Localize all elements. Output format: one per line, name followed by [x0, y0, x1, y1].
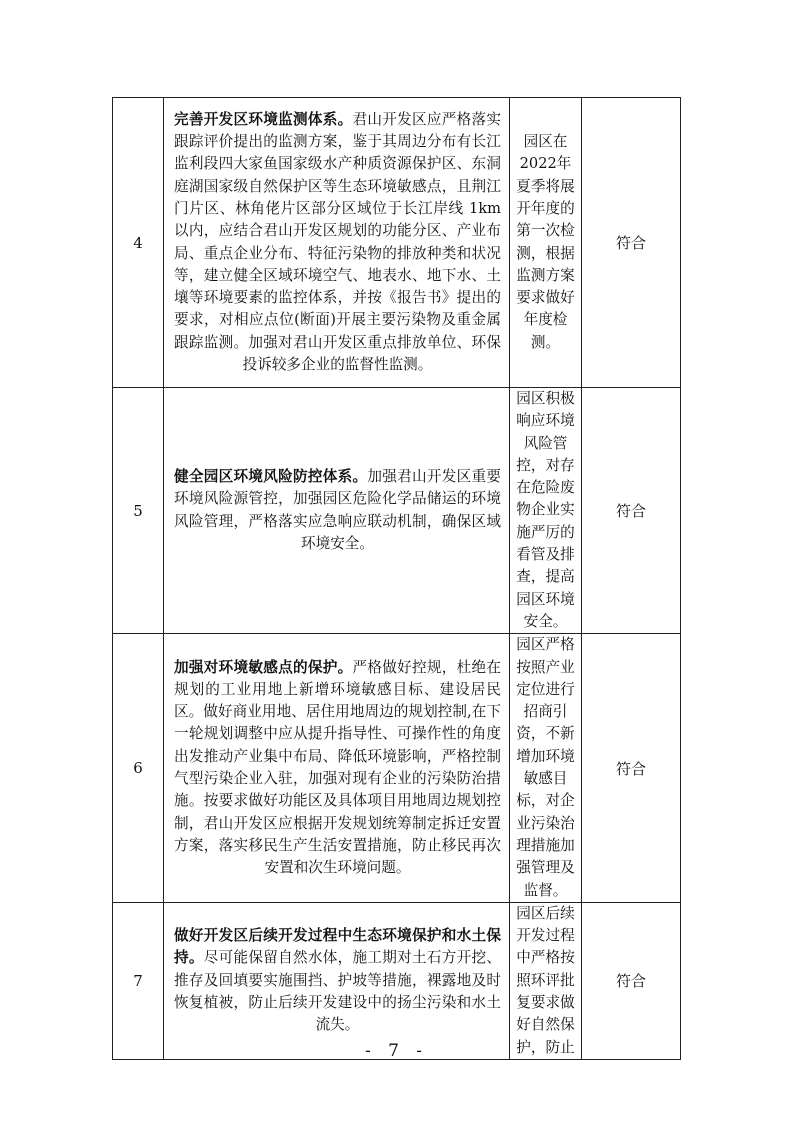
requirement-body: 严格做好控规，杜绝在规划的工业用地上新增环境敏感目标、建设居民区。做好商业用地、居住用地周边的规划控制,在下一轮规划调整中应从提升指导性、可操作性的角度出发推动产业集中布局、降低环境影响，严格控制气型污染企业入驻，加强对现有企业的污染防治措施。按要求做好功能区及具体项目用地周边规划控制，君山开发区应根据开发规划统筹制定拆迁安置方案，落实移民生产生活安置措施，防止移民再次安置和次生环境问题。 — [174, 658, 501, 877]
row-number: 6 — [113, 634, 164, 903]
compliance-table — [112, 97, 681, 1060]
compliance-result: 符合 — [582, 388, 681, 634]
requirement-title: 完善开发区环境监测体系。 — [174, 110, 353, 128]
table-row — [113, 388, 681, 634]
row-number: 5 — [113, 388, 164, 634]
compliance-result: 符合 — [582, 902, 681, 1059]
requirement-body: 加强君山开发区重要环境风险源管控，加强园区危险化学品储运的环境风险管理，严格落实应急响应联动机制，确保区域环境安全。 — [174, 468, 501, 552]
compliance-result: 符合 — [582, 634, 681, 903]
implementation-status: 园区在2022年夏季将展开年度的第一次检测，根据监测方案要求做好年度检测。 — [510, 98, 582, 388]
implementation-status: 园区积极响应环境风险管控，对存在危险废物企业实施严厉的看管及排查，提高园区环境安全。 — [510, 388, 582, 634]
requirement-text — [164, 388, 510, 634]
table-row — [113, 634, 681, 903]
requirement-body: 君山开发区应严格落实跟踪评价提出的监测方案，鉴于其周边分布有长江监利段四大家鱼国家级水产种质资源保护区、东洞庭湖国家级自然保护区等生态环境敏感点，且荆江门片区、林角佬片区部分区域位于长江岸线 1km 以内，应结合君山开发区规划的功能分区、产业布局、重点企业分布、特征污染物的排放种类和状况等，建立健全区域环境空气、地表水、地下水、土壤等环境要素的监控体系，并按《报告书》提出的要求，对相应点位(断面)开展主要污染物及重金属跟踪监测。加强对君山开发区重点排放单位、环保投诉较多企业的监督性监测。 — [174, 110, 501, 373]
compliance-result: 符合 — [582, 98, 681, 388]
requirement-title: 健全园区环境风险防控体系。 — [174, 468, 368, 486]
requirement-text — [164, 902, 510, 1059]
table-row — [113, 902, 681, 1059]
page-number: - 7 - — [364, 1041, 429, 1061]
requirement-title: 加强对环境敏感点的保护。 — [174, 658, 353, 676]
implementation-status: 园区严格按照产业定位进行招商引资，不新增加环境敏感目标，对企业污染治理措施加强管理及监督。 — [510, 634, 582, 903]
row-number: 7 — [113, 902, 164, 1059]
requirement-text — [164, 634, 510, 903]
table-row — [113, 98, 681, 388]
requirement-text — [164, 98, 510, 388]
implementation-status: 园区后续开发过程中严格按照环评批复要求做好自然保护，防止 — [510, 902, 582, 1059]
requirement-title: 做好开发区后续开发过程中生态环境保护和水土保持。 — [174, 927, 501, 967]
requirement-body: 尽可能保留自然水体，施工期对土石方开挖、推存及回填要实施围挡、护坡等措施，裸露地及时恢复植被，防止后续开发建设中的扬尘污染和水土流失。 — [174, 949, 501, 1034]
row-number: 4 — [113, 98, 164, 388]
